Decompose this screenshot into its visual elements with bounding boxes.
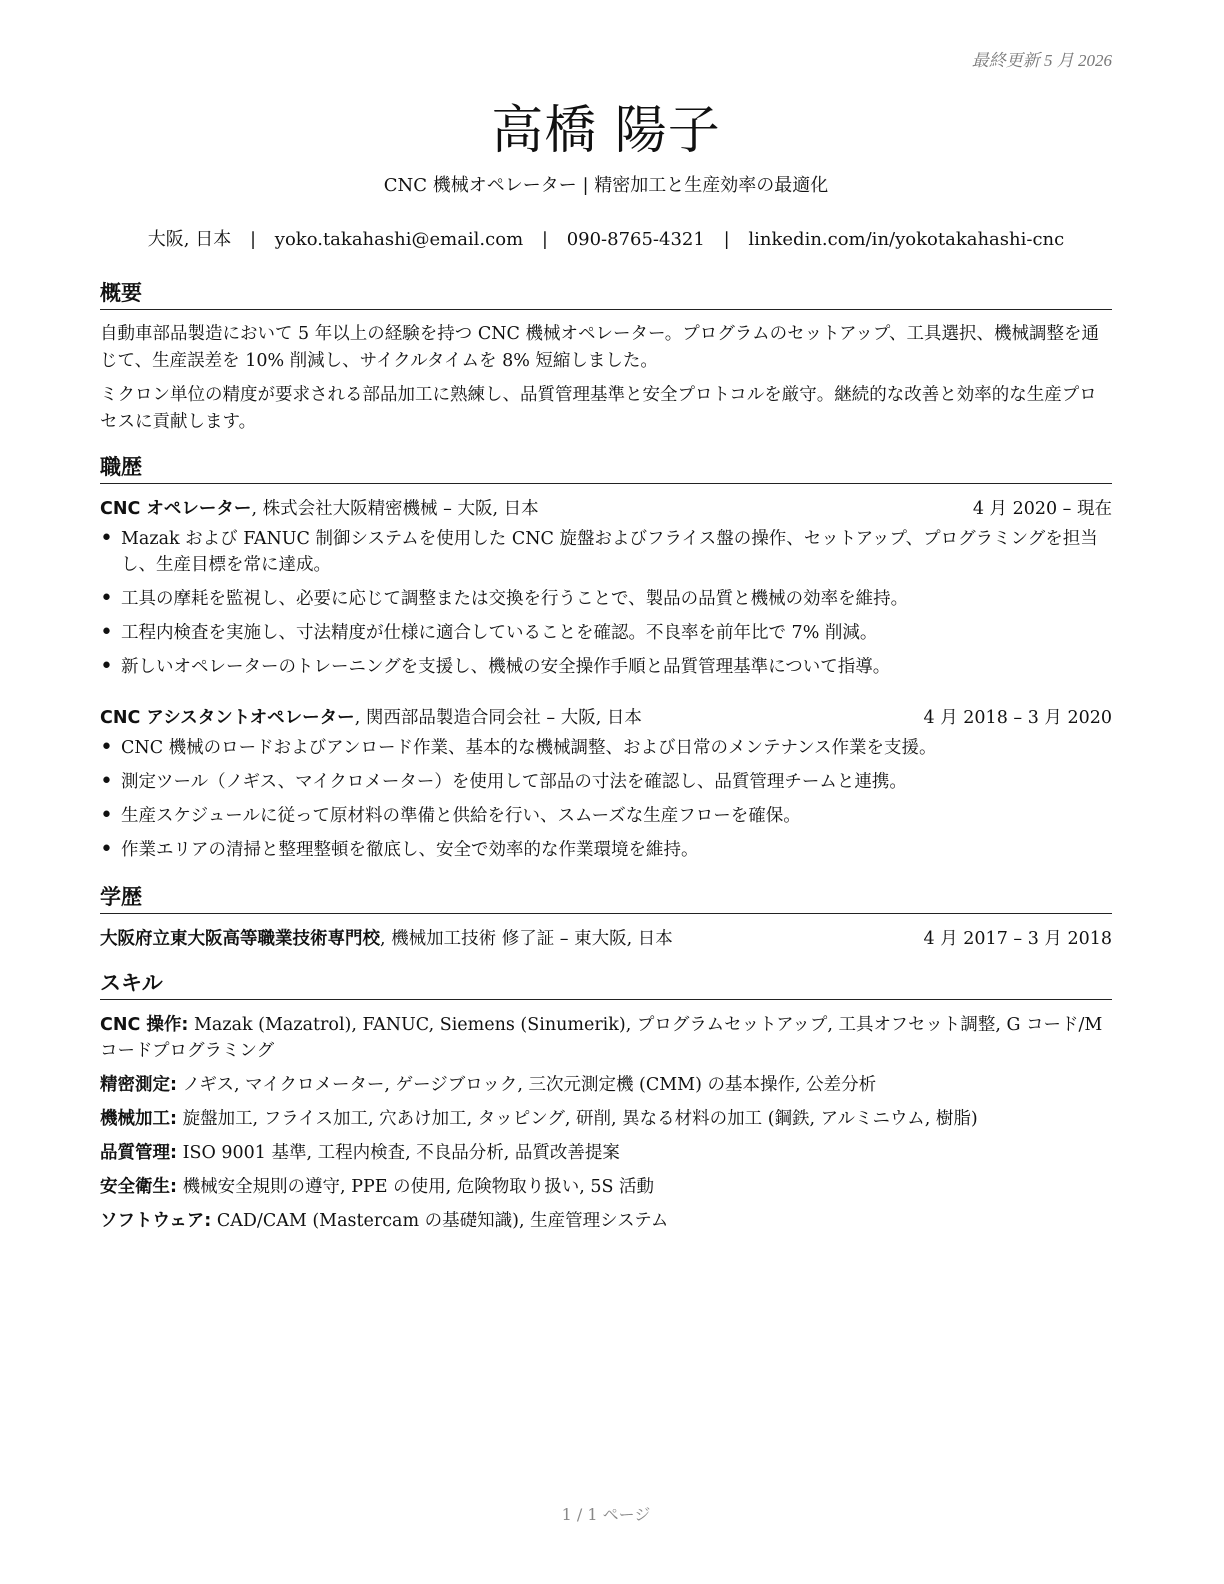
skill-item [100,1106,1112,1132]
school-name: 大阪府立東大阪高等職業技術専門校 [100,929,380,949]
skill-item [100,1012,1112,1064]
skill-label: 安全衛生: [100,1177,177,1197]
summary-heading: 概要 [100,277,1112,310]
skill-text: 機械安全規則の遵守, PPE の使用, 危険物取り扱い, 5S 活動 [177,1177,655,1197]
skill-label: ソフトウェア: [100,1211,212,1231]
education-entry [100,926,1112,952]
contact-separator: | [723,229,730,250]
skill-text: Mazak (Mazatrol), FANUC, Siemens (Sinumerik), プログラムセットアップ, 工具オフセット調整, G コード/M コードプログラミング [100,1015,1103,1061]
contact-email[interactable]: yoko.takahashi@email.com [274,229,524,250]
experience-heading: 職歴 [100,451,1112,484]
summary-paragraph-2: ミクロン単位の精度が要求される部品加工に熟練し、品質管理基準と安全プロトコルを厳守。継続的な改善と効率的な生産プロセスに貢献します。 [100,385,1097,432]
list-item: • 新しいオペレーターのトレーニングを支援し、機械の安全操作手順と品質管理基準について指導。 [100,654,1112,680]
education-date: 4 月 2017 – 3 月 2018 [923,929,1112,949]
contact-separator: | [249,229,257,250]
job-header [100,496,1112,522]
job-date: 4 月 2020 – 現在 [972,499,1112,519]
skill-label: 機械加工: [100,1109,177,1129]
skills-heading: スキル [100,967,1112,1000]
job-title: CNC アシスタントオペレーター [100,708,355,728]
skill-label: 精密測定: [100,1075,177,1095]
resume-page [100,0,1112,1584]
skill-text: CAD/CAM (Mastercam の基礎知識), 生産管理システム [211,1211,669,1231]
job-date: 4 月 2018 – 3 月 2020 [923,708,1112,728]
last-updated: 最終更新 5 月 2026 [971,51,1112,70]
job-company: , 関西部品製造合同会社 – 大阪, 日本 [354,708,642,728]
list-item: • 工程内検査を実施し、寸法精度が仕様に適合していることを確認。不良率を前年比で 7% 削減。 [100,620,1112,646]
summary-paragraph-1: 自動車部品製造において 5 年以上の経験を持つ CNC 機械オペレーター。プログラムのセットアップ、工具選択、機械調整を通じて、生産誤差を 10% 削減し、サイクルタイムを 8% 短縮しました。 [100,324,1099,371]
skill-item [100,1140,1112,1166]
list-item: • 生産スケジュールに従って原材料の準備と供給を行い、スムーズな生産フローを確保。 [100,803,1112,829]
list-item: • 測定ツール（ノギス、マイクロメーター）を使用して部品の寸法を確認し、品質管理チームと連携。 [100,769,1112,795]
job-company: , 株式会社大阪精密機械 – 大阪, 日本 [251,499,539,519]
skill-text: 旋盤加工, フライス加工, 穴あけ加工, タッピング, 研削, 異なる材料の加工 (鋼鉄, アルミニウム, 樹脂) [177,1109,978,1129]
list-item: • CNC 機械のロードおよびアンロード作業、基本的な機械調整、および日常のメンテナンス作業を支援。 [100,735,1112,761]
job-header [100,705,1112,731]
contact-line [100,225,1112,251]
skill-label: 品質管理: [100,1143,177,1163]
education-detail: , 機械加工技術 修了証 – 東大阪, 日本 [380,929,673,949]
list-item: • 工具の摩耗を監視し、必要に応じて調整または交換を行うことで、製品の品質と機械の効率を維持。 [100,586,1112,612]
education-heading: 学歴 [100,881,1112,914]
tagline: CNC 機械オペレーター | 精密加工と生産効率の最適化 [383,175,829,196]
skill-text: ISO 9001 基準, 工程内検査, 不良品分析, 品質改善提案 [177,1143,620,1163]
contact-linkedin[interactable]: linkedin.com/in/yokotakahashi-cnc [748,229,1065,250]
skill-item [100,1174,1112,1200]
list-item: • 作業エリアの清掃と整理整頓を徹底し、安全で効率的な作業環境を維持。 [100,837,1112,863]
skill-label: CNC 操作: [100,1015,189,1035]
candidate-name: 高橋 陽子 [491,101,721,161]
job-bullets [100,735,1112,871]
list-item: • Mazak および FANUC 制御システムを使用した CNC 旋盤およびフライス盤の操作、セットアップ、プログラミングを担当し、生産目標を常に達成。 [100,526,1112,578]
job-title: CNC オペレーター [100,499,252,519]
skills-list [100,1012,1112,1242]
skill-item [100,1072,1112,1098]
skill-item [100,1208,1112,1234]
contact-phone[interactable]: 090-8765-4321 [566,229,705,250]
job-bullets [100,526,1112,688]
skill-text: ノギス, マイクロメーター, ゲージブロック, 三次元測定機 (CMM) の基本操作, 公差分析 [177,1075,877,1095]
page-number: 1 / 1 ページ [561,1505,651,1524]
contact-separator: | [541,229,548,250]
contact-location: 大阪, 日本 [147,229,232,250]
